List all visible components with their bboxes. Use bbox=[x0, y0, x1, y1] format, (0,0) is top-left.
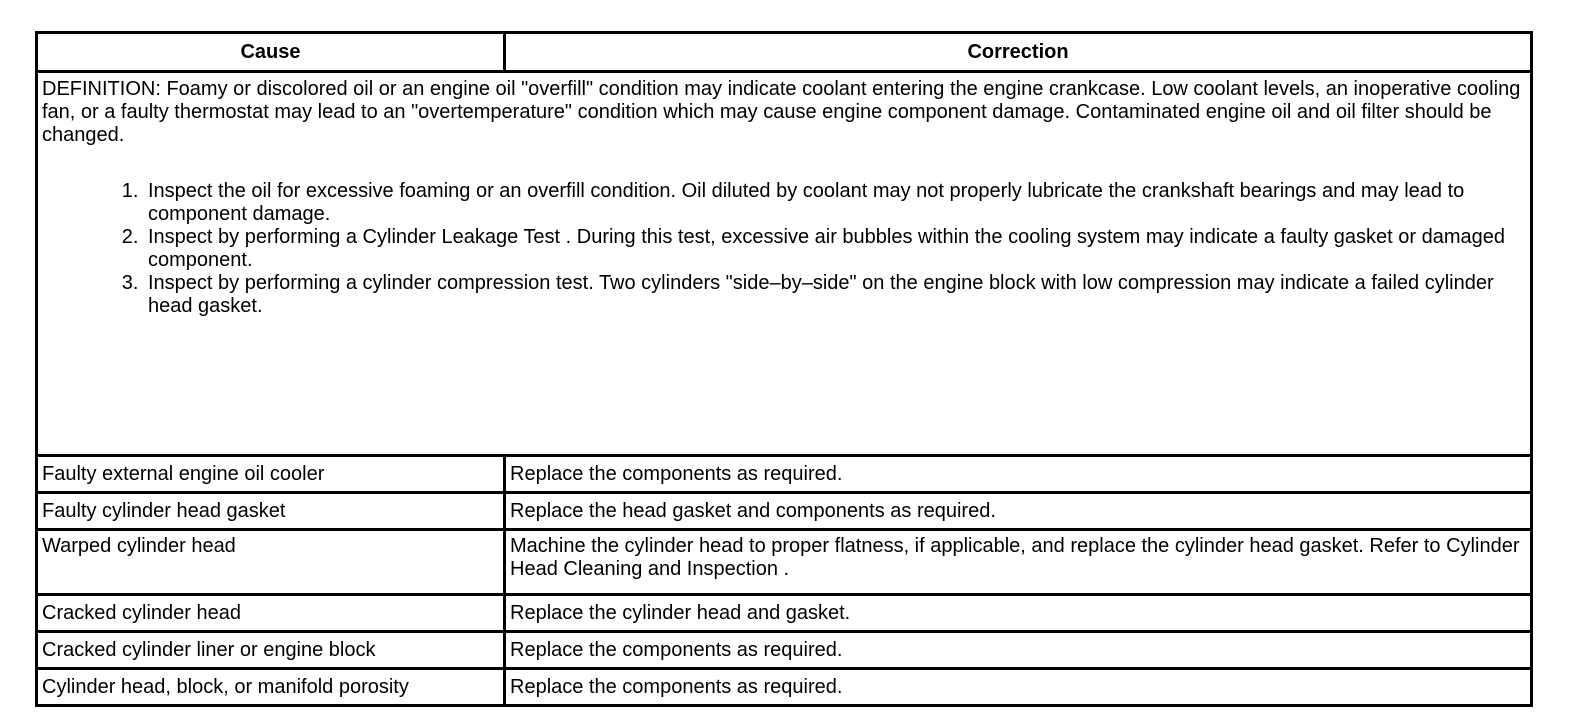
cause-cell: Cracked cylinder head bbox=[37, 595, 505, 632]
definition-cell bbox=[37, 72, 1532, 456]
header-row bbox=[37, 33, 1532, 72]
cause-cell: Faulty external engine oil cooler bbox=[37, 456, 505, 493]
correction-cell: Replace the cylinder head and gasket. bbox=[505, 595, 1532, 632]
inspection-step: 2. Inspect by performing a Cylinder Leakage Test . During this test, excessive air bubbles within the cooling system may indicate a faulty gasket or damaged component. bbox=[144, 226, 1526, 272]
cause-cell: Faulty cylinder head gasket bbox=[37, 493, 505, 530]
cause-cell: Cylinder head, block, or manifold porosity bbox=[37, 669, 505, 706]
table-row bbox=[37, 595, 1532, 632]
table-row bbox=[37, 632, 1532, 669]
definition-text: DEFINITION: Foamy or discolored oil or an engine oil "overfill" condition may indicate coolant entering the engine crankcase. Low coolant levels, an inoperative cooling fan, or a faulty thermostat may lead to an "overtemperature" condition which may cause engine component damage. Contaminated engine oil and oil filter should be changed. bbox=[42, 78, 1521, 146]
correction-cell: Replace the components as required. bbox=[505, 669, 1532, 706]
table-row bbox=[37, 456, 1532, 493]
correction-cell: Machine the cylinder head to proper flatness, if applicable, and replace the cylinder head gasket. Refer to Cylinder Head Cleaning and Inspection . bbox=[505, 530, 1532, 595]
cause-header: Cause bbox=[37, 33, 505, 72]
correction-cell: Replace the components as required. bbox=[505, 456, 1532, 493]
diagnostic-table bbox=[35, 31, 1533, 707]
inspection-step: 3. Inspect by performing a cylinder compression test. Two cylinders "side–by–side" on the engine block with low compression may indicate a failed cylinder head gasket. bbox=[144, 272, 1526, 318]
correction-header: Correction bbox=[505, 33, 1532, 72]
inspection-steps bbox=[42, 180, 1526, 318]
table-row bbox=[37, 493, 1532, 530]
correction-cell: Replace the components as required. bbox=[505, 632, 1532, 669]
correction-cell: Replace the head gasket and components as required. bbox=[505, 493, 1532, 530]
inspection-step: 1. Inspect the oil for excessive foaming or an overfill condition. Oil diluted by coolant may not properly lubricate the crankshaft bearings and may lead to component damage. bbox=[144, 180, 1526, 226]
table-row bbox=[37, 530, 1532, 595]
definition-row bbox=[37, 72, 1532, 456]
cause-cell: Cracked cylinder liner or engine block bbox=[37, 632, 505, 669]
cause-cell: Warped cylinder head bbox=[37, 530, 505, 595]
table-row bbox=[37, 669, 1532, 706]
